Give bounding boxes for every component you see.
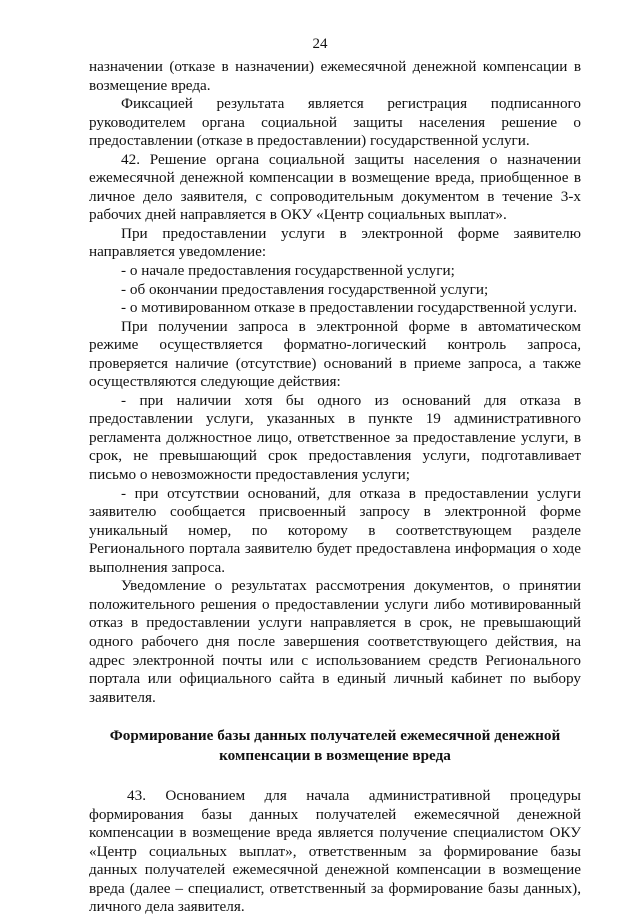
paragraph-42: 42. Решение органа социальной защиты населения о назначении ежемесячной денежной компенсации в возмещение вреда, приобщенное в личное дело заявителя, с сопроводительным документом в течение 3-х рабочих дней направляется в ОКУ «Центр социальных выплат». [89, 150, 581, 224]
paragraph-43: 43. Основанием для начала административной процедуры формирования базы данных получателей ежемесячной денежной компенсации в возмещение вреда является получение специалистом ОКУ «Центр социальных выплат», ответственным за формирование базы данных получателей ежемесячной денежной компенсации в возмещение вреда (далее – специалист, ответственный за формирование базы данных), личного дела заявителя. [89, 787, 581, 916]
list-item: - о начале предоставления государственной услуги; [121, 262, 455, 280]
document-body [89, 58, 581, 917]
list-item: - при наличии хотя бы одного из оснований для отказа в предоставлении услуги, указанных в пункте 19 административного регламента должностное лицо, ответственное за предоставление услуги, в срок, не превышающий срок предоставления услуги, подготавливает письмо о невозможности предоставления услуги; [89, 391, 581, 484]
paragraph-request-control: При получении запроса в электронной форме в автоматическом режиме осуществляется форматно-логический контроль запроса, проверяется наличие (отсутствие) оснований в приеме запроса, а также осуществляются следующие действия: [89, 317, 581, 391]
paragraph-notification: При предоставлении услуги в электронной форме заявителю направляется уведомление: [89, 224, 581, 261]
list-item: - при отсутствии оснований, для отказа в предоставлении услуги заявителю сообщается присвоенный запросу в электронной форме уникальный номер, по которому в соответствующем разделе Регионального портала заявителю будет предоставлена информация о ходе выполнения запроса. [89, 484, 581, 576]
paragraph-continuation: назначении (отказе в назначении) ежемесячной денежной компенсации в возмещение вреда. [89, 58, 581, 94]
paragraph-fixation: Фиксацией результата является регистрация подписанного руководителем органа социальной защиты населения решение о предоставлении (отказе в предоставлении) государственной услуги. [89, 95, 581, 150]
list-item: - об окончании предоставления государственной услуги; [121, 280, 489, 298]
section-heading: Формирование базы данных получателей ежемесячной денежной компенсации в возмещение вреда [109, 727, 561, 765]
list-item: - о мотивированном отказе в предоставлении государственной услуги. [121, 299, 578, 317]
paragraph-result-notice: Уведомление о результатах рассмотрения документов, о принятии положительного решения о предоставлении услуги либо мотивированный отказ в предоставлении услуги направляется в срок, не превышающий одного рабочего дня после завершения соответствующего действия, на адрес электронной почты или с использованием средств Регионального портала или официального сайта в единый личный кабинет по выбору заявителя. [89, 577, 581, 706]
page-number: 24 [312, 36, 328, 52]
